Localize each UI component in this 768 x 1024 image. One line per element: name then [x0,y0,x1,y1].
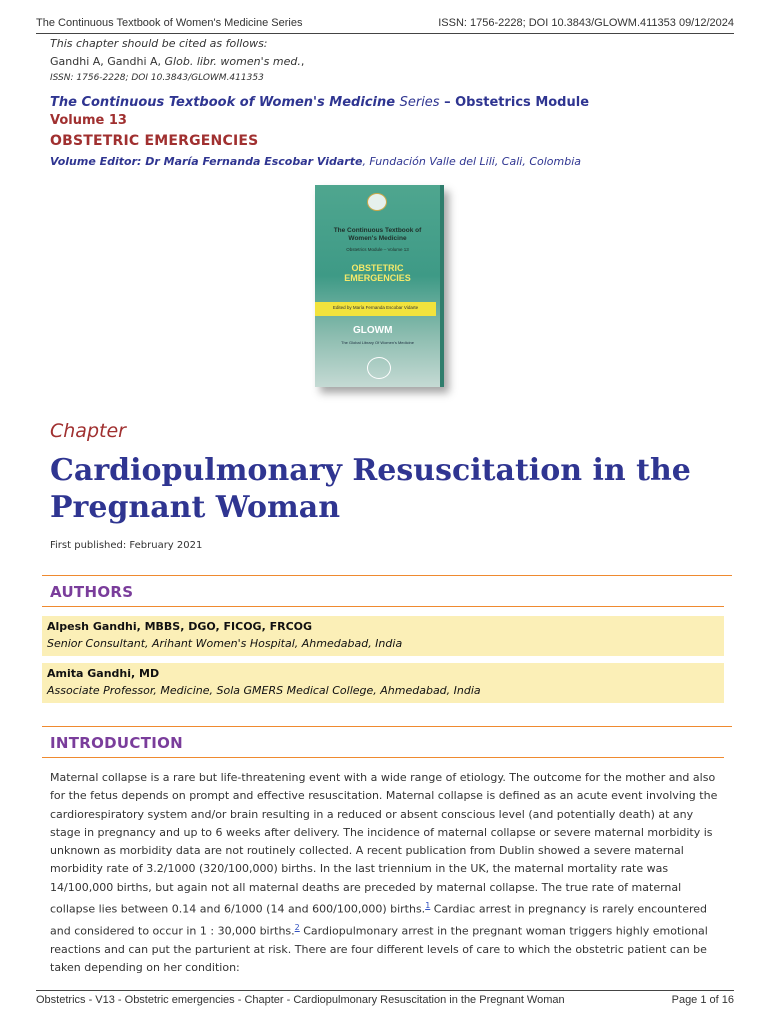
glowm-logo: GLOWM [353,325,393,336]
author-affiliation: Senior Consultant, Arihant Women's Hospital, Ahmedabad, India [47,637,403,650]
citation-authors: Gandhi A, Gandhi A, [50,55,165,68]
book-cover-title: The Continuous Textbook of Women's Medicine [333,227,422,242]
glowm-logo-sub: The Global Library Of Women's Medicine [341,340,414,345]
chapter-label: Chapter [50,420,126,442]
page-number: Page 1 of 16 [671,994,734,1006]
chapter-title: Cardiopulmonary Resuscitation in the Pregnant Woman [50,453,691,525]
editor-affiliation: , Fundación Valle del Lili, Cali, Colombia [362,155,582,168]
running-header [36,17,734,34]
citation-journal: Glob. libr. women's med. [164,55,301,68]
volume-title[interactable]: OBSTETRIC EMERGENCIES [50,133,259,149]
author-affiliation: Associate Professor, Medicine, Sola GMERS Medical College, Ahmedabad, India [47,684,481,697]
introduction-heading: INTRODUCTION [42,726,732,752]
footer-breadcrumb: Obstetrics - V13 - Obstetric emergencies - Chapter - Cardiopulmonary Resuscitation in the Pregnant Woman [36,994,565,1006]
header-doi: ISSN: 1756-2228; DOI 10.3843/GLOWM.411353 09/12/2024 [438,17,734,29]
citation-suffix: , [300,55,305,68]
running-footer [36,990,734,1012]
introduction-divider [42,757,724,758]
volume-editor [50,155,581,168]
intro-text-1: Maternal collapse is a rare but life-threatening event with a wide range of etiology. The outcome for the mother and also for the fetus depends on prompt and effective resuscitation. Maternal collapse is defined as an acute event involving the cardiorespiratory system and/or brain resulting in a reduced or absent conscious level (and potentially death) at any stage in pregnancy and up to 6 weeks after delivery. The incidence of maternal collapse or severe maternal morbidity is unknown as morbidity data are not routinely collected. A recent publication from Dublin showed a severe maternal morbidity rate of 3.2/1000 (320/100,000) births. In the last triennium in the UK, the maternal mortality rate was 14/100,000 births, but again not all maternal deaths are preceded by maternal collapse. The true rate of maternal collapse lies between 0.14 and 6/1000 (14 and 600/100,000) births. [50,771,718,916]
series-module[interactable]: – Obstetrics Module [444,95,590,110]
crest-icon [367,193,387,211]
header-series: The Continuous Textbook of Women's Medicine Series [36,17,303,29]
author-name: Alpesh Gandhi, MBBS, DGO, FICOG, FRCOG [47,620,313,633]
author-card [42,616,724,656]
book-cover-image[interactable] [315,185,444,387]
authors-divider [42,606,724,607]
series-line [50,95,589,110]
first-published: First published: February 2021 [50,540,203,551]
editor-label: Volume Editor: Dr María Fernanda Escobar Vidarte [50,155,363,168]
introduction-paragraph [50,769,726,978]
citation-text [50,55,304,68]
book-cover-editor: Edited by María Fernanda Escobar Vidarte [332,305,419,310]
figo-logo-icon [367,357,391,379]
book-cover-main: OBSTETRIC EMERGENCIES [344,263,411,283]
volume-number[interactable]: Volume 13 [50,113,127,128]
citation-issn: ISSN: 1756-2228; DOI 10.3843/GLOWM.411353 [50,73,264,83]
authors-heading: AUTHORS [42,575,732,601]
author-name: Amita Gandhi, MD [47,667,160,680]
intro-text-2: Cardiac arrest in pregnancy is rarely encountered and considered to occur in 1 : 30,000 births. [50,902,708,938]
series-name[interactable]: The Continuous Textbook of Women's Medicine [50,95,396,110]
intro-text-3: Cardiopulmonary arrest in the pregnant woman triggers highly emotional reactions and can put the parturient at risk. There are four different levels of care to which the obstetric patient can be taken depending on her condition: [50,924,708,975]
reference-link-1[interactable]: 1 [425,901,431,911]
reference-link-2[interactable]: 2 [294,923,300,933]
series-word: Series [399,95,440,110]
book-cover-subtitle: Obstetrics Module – Volume 13 [346,247,409,252]
citation-note: This chapter should be cited as follows: [50,37,268,50]
author-card [42,663,724,703]
